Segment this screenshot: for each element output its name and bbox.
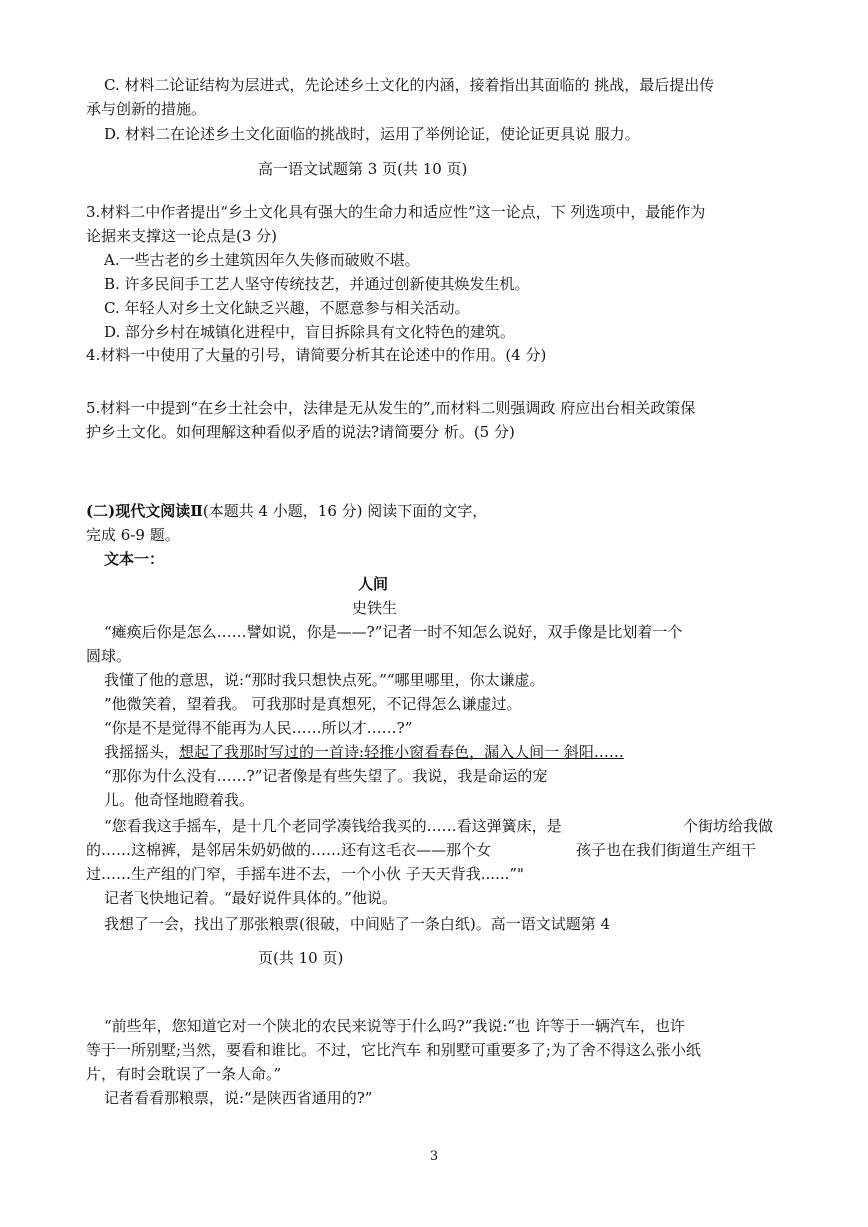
- passage-p6-line1: “那你为什么没有……?”记者像是有些失望了。我说，我是命运的宠: [104, 767, 548, 785]
- passage-p11: 记者看看那粮票，说:“是陕西省通用的?”: [104, 1089, 373, 1107]
- passage-p2: 我懂了他的意思，说:“那时我只想快点死。”“哪里哪里，你太谦虚。: [104, 671, 545, 689]
- page-number: 3: [429, 1149, 439, 1164]
- passage-p10-line2: 等于一所别墅;当然，要看和谁比。不过，它比汽车 和别墅可重要多了;为了舍不得这么张小纸: [86, 1041, 701, 1059]
- section-heading-bold: (二)现代文阅读Ⅱ: [86, 502, 203, 520]
- passage-p7-line3: 过……生产组的门窄，手摇车进不去，一个小伙 子天天背我......”": [86, 865, 524, 883]
- section-heading-rest: (本题共 4 小题，16 分) 阅读下面的文字，: [202, 502, 488, 520]
- question-5-line1: 5.材料一中提到“在乡土社会中，法律是无从发生的”,而材料二则强调政 府应出台相关政策保: [86, 399, 696, 417]
- section-heading: [86, 501, 487, 521]
- passage-p9: 我想了一会，找出了那张粮票(很破，中间贴了一条白纸)。高一语文试题第 4: [104, 915, 611, 933]
- question-3-line2: 论据来支撑这一论点是(3 分): [86, 227, 278, 245]
- passage-p1-line1: “瘫痪后你是怎么……譬如说，你是——?”记者一时不知怎么说好，双手像是比划着一个: [104, 623, 683, 641]
- passage-p5-lead: 我摇摇头，: [104, 743, 180, 761]
- passage-p10-line1: “前些年，您知道它对一个陕北的农民来说等于什么吗?”我说:“也 许等于一辆汽车，也许: [104, 1017, 685, 1035]
- passage-p1-line2: 圆球。: [86, 647, 132, 665]
- question-3-line1: 3.材料二中作者提出“乡土文化具有强大的生命力和适应性”这一论点，下 列选项中，最能作为: [86, 203, 706, 221]
- passage-p8: 记者飞快地记着。“最好说件具体的。”他说。: [104, 889, 397, 907]
- passage-p7-line2b: 孩子也在我们街道生产组干: [576, 841, 757, 859]
- question-3-option-d: D. 部分乡村在城镇化进程中，盲目拆除具有文化特色的建筑。: [104, 323, 516, 341]
- text-one-label: 文本一：: [104, 550, 165, 568]
- passage-p4: “你是不是觉得不能再为人民……所以才……?”: [104, 719, 413, 737]
- option-c-line1: C. 材料二论证结构为层进式，先论述乡土文化的内涵，接着指出其面临的 挑战，最后提出传: [104, 76, 715, 94]
- passage-p3: ”他微笑着，望着我。 可我那时是真想死，不记得怎么谦虚过。: [104, 695, 522, 713]
- passage-p5-underlined-poem: 想起了我那时写过的一首诗:轻推小窗看春色，漏入人间一 斜阳……: [179, 743, 624, 761]
- page-footer-3: 高一语文试题第 3 页(共 10 页): [258, 160, 468, 178]
- passage-p9-tail: 页(共 10 页): [258, 949, 344, 967]
- option-d: D. 材料二在论述乡土文化面临的挑战时，运用了举例论证，使论证更具说 服力。: [104, 125, 640, 143]
- passage-p7-line2a: 的……这棉裤，是邻居朱奶奶做的……还有这毛衣——那个女: [86, 841, 492, 859]
- passage-p10-line3: 片，有时会耽误了一条人命。”: [86, 1065, 282, 1083]
- passage-p5: [104, 742, 624, 762]
- article-author: 史铁生: [352, 599, 398, 617]
- question-3-option-a: A.一些古老的乡土建筑因年久失修而破败不堪。: [104, 251, 420, 269]
- question-3-option-c: C. 年轻人对乡土文化缺乏兴趣，不愿意参与相关活动。: [104, 299, 470, 317]
- section-heading-line2: 完成 6-9 题。: [86, 526, 180, 544]
- question-4: 4.材料一中使用了大量的引号，请简要分析其在论述中的作用。(4 分): [86, 346, 547, 364]
- passage-p7-line1a: “您看我这手摇车，是十几个老同学凑钱给我买的……看这弹簧床，是: [104, 817, 562, 835]
- passage-p7-line1b: 个街坊给我做: [683, 817, 774, 835]
- passage-p6-line2: 儿。他奇怪地瞪着我。: [104, 791, 255, 809]
- option-c-line2: 承与创新的措施。: [86, 100, 207, 118]
- question-5-line2: 护乡土文化。如何理解这种看似矛盾的说法?请简要分 析。(5 分): [86, 423, 515, 441]
- question-3-option-b: B. 许多民间手工艺人坚守传统技艺，并通过创新使其焕发生机。: [104, 275, 530, 293]
- article-title: 人间: [358, 575, 389, 593]
